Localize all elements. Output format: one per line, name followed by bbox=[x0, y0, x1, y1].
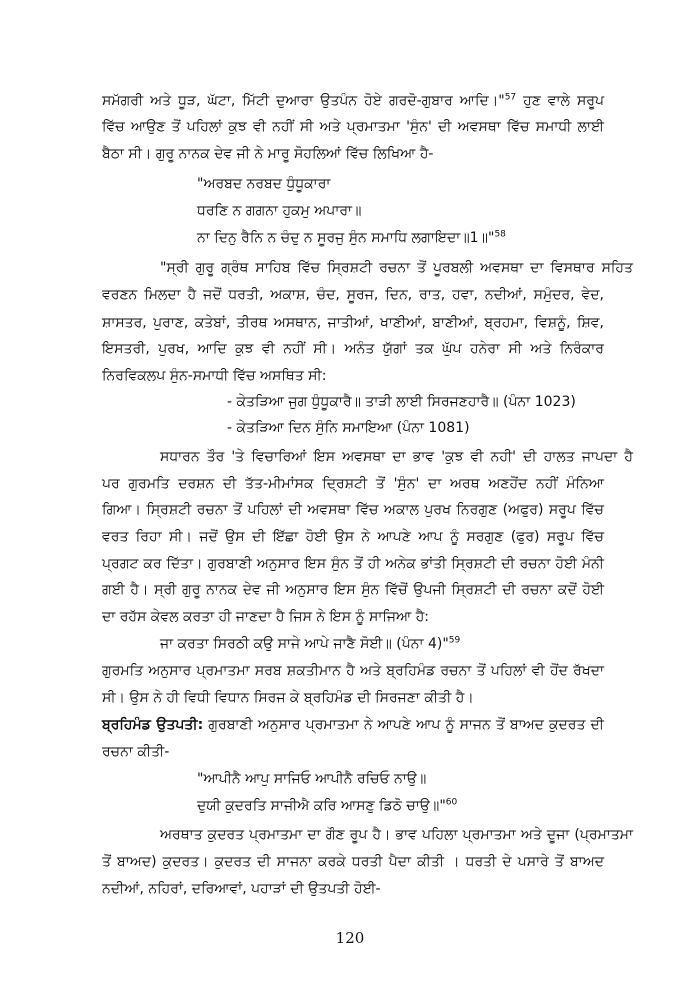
quote-line: ਦੁਯੀ ਕੁਦਰਤਿ ਸਾਜੀਐ ਕਰਿ ਆਸਣੁ ਡਿਠੋ ਚਾਉ॥"$^{60}$ bbox=[197, 797, 458, 814]
text-line: ਬੈਠਾ ਸੀ। ਗੁਰੂ ਨਾਨਕ ਦੇਵ ਜੀ ਨੇ ਮਾਰੂ ਸੋਹਲਿਆਂ ਵਿੱਚ ਲਿਖਿਆ ਹੈ- bbox=[102, 146, 434, 162]
text-line: ਵਿੱਚ ਆਉਣ ਤੋਂ ਪਹਿਲਾਂ ਕੁਝ ਵੀ ਨਹੀਂ ਸੀ ਅਤੇ ਪ੍ਰਮਾਤਮਾ 'ਸੁੰਨ' ਦੀ ਅਵਸਥਾ ਵਿੱਚ ਸਮਾਧੀ ਲਾਈ bbox=[102, 119, 604, 135]
text-line: ਸੀ। ਉਸ ਨੇ ਹੀ ਵਿਧੀ ਵਿਧਾਨ ਸਿਰਜ ਕੇ ਬ੍ਰਹਿਮੰਡ ਦੀ ਸਿਰਜਣਾ ਕੀਤੀ ਹੈ। bbox=[102, 690, 474, 706]
text-line: ਸਮੱਗਰੀ ਅਤੇ ਧੂੜ, ਘੱਟਾ, ਮਿੱਟੀ ਦੁਆਰਾ ਉਤਪੰਨ ਹੋਏ ਗਰਦੋ-ਗੁਬਾਰ ਆਦਿ।"$^{57}$ ਹੁਣ ਵਾਲੇ ਸਰੂਪ bbox=[102, 92, 605, 109]
text-line: ਅਰਥਾਤ ਕੁਦਰਤ ਪ੍ਰਮਾਤਮਾ ਦਾ ਗੌਣ ਰੂਪ ਹੈ। ਭਾਵ ਪਹਿਲਾ ਪ੍ਰਮਾਤਮਾ ਅਤੇ ਦੂਜਾ (ਪ੍ਰਮਾਤਮਾ bbox=[160, 827, 633, 843]
text-line: ਇਸਤਰੀ, ਪੁਰਖ, ਆਦਿ ਕੁਝ ਵੀ ਨਹੀਂ ਸੀ। ਅਨੰਤ ਯੁੱਗਾਂ ਤਕ ਘੁੱਪ ਹਨੇਰਾ ਸੀ ਅਤੇ ਨਿਰੰਕਾਰ bbox=[102, 341, 604, 357]
text-line: ਨਿਰਵਿਕਲਪ ਸੁੰਨ-ਸਮਾਧੀ ਵਿੱਚ ਅਸਥਿਤ ਸੀ: bbox=[102, 368, 327, 384]
text-line: "ਸ੍ਰੀ ਗੁਰੂ ਗ੍ਰੰਥ ਸਾਹਿਬ ਵਿੱਚ ਸ੍ਰਿਸ਼ਟੀ ਰਚਨਾ ਤੋਂ ਪੂਰਬਲੀ ਅਵਸਥਾ ਦਾ ਵਿਸਥਾਰ ਸਹਿਤ bbox=[160, 260, 633, 276]
text-line: ਪਰ ਗੁਰਮਤਿ ਦਰਸ਼ਨ ਦੀ ਤੱਤ-ਮੀਮਾਂਸਕ ਦ੍ਰਿਸ਼ਟੀ ਤੋਂ 'ਸੁੰਨ' ਦਾ ਅਰਥ ਅਣਹੋਂਦ ਨਹੀਂ ਮੰਨਿਆ bbox=[102, 476, 604, 492]
text-line: ਦਾ ਰਹੱਸ ਕੇਵਲ ਕਰਤਾ ਹੀ ਜਾਣਦਾ ਹੈ ਜਿਸ ਨੇ ਇਸ ਨੂੰ ਸਾਜਿਆ ਹੈ: bbox=[102, 609, 430, 625]
text-line: ਤੋਂ ਬਾਅਦ) ਕੁਦਰਤ। ਕੁਦਰਤ ਦੀ ਸਾਜਨਾ ਕਰਕੇ ਧਰਤੀ ਪੈਦਾ ਕੀਤੀ । ਧਰਤੀ ਦੇ ਪਸਾਰੇ ਤੋਂ ਬਾਅਦ bbox=[102, 854, 604, 870]
section-heading: ਬ੍ਰਹਿਮੰਡ ਉਤਪਤੀ: bbox=[102, 717, 204, 733]
text-line: ਗਈ ਹੈ। ਸ੍ਰੀ ਗੁਰੂ ਨਾਨਕ ਦੇਵ ਜੀ ਅਨੁਸਾਰ ਇਸ ਸੁੰਨ ਵਿੱਚੋਂ ਉਪਜੀ ਸ੍ਰਿਸ਼ਟੀ ਦੀ ਰਚਨਾ ਕਦੋਂ ਹੋਈ bbox=[102, 582, 604, 598]
quote-line: - ਕੇਤੜਿਆ ਦਿਨ ਸੁੰਨਿ ਸਮਾਇਆ (ਪੰਨਾ 1081) bbox=[227, 420, 470, 436]
quote-line: ਜਾ ਕਰਤਾ ਸਿਰਠੀ ਕਉ ਸਾਜੇ ਆਪੇ ਜਾਣੈ ਸੋਈ॥ (ਪੰਨਾ 4)"$^{59}$ bbox=[160, 635, 461, 652]
quote-line: "ਆਪੀਨੈ ਆਪੁ ਸਾਜਿਓ ਆਪੀਨੈ ਰਚਿਓ ਨਾਉ॥ bbox=[197, 771, 427, 787]
quote-line: - ਕੇਤੜਿਆ ਜੁਗ ਧੁੰਧੂਕਾਰੈ॥ ਤਾੜੀ ਲਾਈ ਸਿਰਜਣਹਾਰੈ॥ (ਪੰਨਾ 1023) bbox=[227, 394, 576, 410]
footnote-ref: 57 bbox=[504, 92, 517, 103]
page-number: 120 bbox=[335, 929, 365, 947]
quote-line: ਧਰਣਿ ਨ ਗਗਨਾ ਹੁਕਮੁ ਅਪਾਰਾ॥ bbox=[197, 203, 362, 219]
footnote-ref: 58 bbox=[494, 229, 506, 240]
text-line: ਸਧਾਰਨ ਤੌਰ 'ਤੇ ਵਿਚਾਰਿਆਂ ਇਸ ਅਵਸਥਾ ਦਾ ਭਾਵ 'ਕੁਝ ਵੀ ਨਹੀ' ਦੀ ਹਾਲਤ ਜਾਪਦਾ ਹੈ bbox=[160, 449, 633, 465]
footnote-ref: 59 bbox=[448, 635, 461, 646]
text-line: ਗਿਆ। ਸ੍ਰਿਸ਼ਟੀ ਰਚਨਾ ਤੋਂ ਪਹਿਲਾਂ ਦੀ ਅਵਸਥਾ ਵਿੱਚ ਅਕਾਲ ਪੁਰਖ ਨਿਰਗੁਣ (ਅਫੁਰ) ਸਰੂਪ ਵਿੱਚ bbox=[102, 502, 604, 518]
text-line: ਰਚਨਾ ਕੀਤੀ- bbox=[102, 744, 170, 760]
text-line: ਗੁਰਮਤਿ ਅਨੁਸਾਰ ਪ੍ਰਮਾਤਮਾ ਸਰਬ ਸ਼ਕਤੀਮਾਨ ਹੈ ਅਤੇ ਬ੍ਰਹਿਮੰਡ ਰਚਨਾ ਤੋਂ ਪਹਿਲਾਂ ਵੀ ਹੋਂਦ ਰੱਖਦਾ bbox=[102, 663, 604, 679]
text-line: ਨਦੀਆਂ, ਨਹਿਰਾਂ, ਦਰਿਆਵਾਂ, ਪਹਾੜਾਂ ਦੀ ਉਤਪਤੀ ਹੋਈ- bbox=[102, 881, 381, 897]
text-line: ਵਰਤ ਰਿਹਾ ਸੀ। ਜਦੋਂ ਉਸ ਦੀ ਇੱਛਾ ਹੋਈ ਉਸ ਨੇ ਆਪਣੇ ਆਪ ਨੂੰ ਸਰਗੁਣ (ਫੁਰ) ਸਰੂਪ ਵਿੱਚ bbox=[102, 529, 604, 545]
section-heading-line: ਬ੍ਰਹਿਮੰਡ ਉਤਪਤੀ: ਗੁਰਬਾਣੀ ਅਨੁਸਾਰ ਪ੍ਰਮਾਤਮਾ ਨੇ ਆਪਣੇ ਆਪ ਨੂੰ ਸਾਜਨ ਤੋਂ ਬਾਅਦ ਕੁਦਰਤ ਦੀ bbox=[102, 717, 604, 733]
footnote-ref: 60 bbox=[445, 797, 458, 808]
quote-line: ਨਾ ਦਿਨੁ ਰੈਨਿ ਨ ਚੰਦੁ ਨ ਸੂਰਜੁ ਸੁੰਨ ਸਮਾਧਿ ਲਗਾਇਦਾ॥1॥"$^{58}$ bbox=[197, 229, 506, 246]
text-line: ਵਰਣਨ ਮਿਲਦਾ ਹੈ ਜਦੋਂ ਧਰਤੀ, ਅਕਾਸ਼, ਚੰਦ, ਸੂਰਜ, ਦਿਨ, ਰਾਤ, ਹਵਾ, ਨਦੀਆਂ, ਸਮੁੰਦਰ, ਵੇਦ, bbox=[102, 287, 604, 303]
text-line: ਸ਼ਾਸਤਰ, ਪੁਰਾਣ, ਕਤੇਬਾਂ, ਤੀਰਥ ਅਸਥਾਨ, ਜਾਤੀਆਂ, ਖਾਣੀਆਂ, ਬਾਣੀਆਂ, ਬ੍ਰਹਮਾ, ਵਿਸ਼ਨੂੰ, ਸ਼ਿਵ, bbox=[102, 315, 604, 331]
quote-line: "ਅਰਬਦ ਨਰਬਦ ਧੁੰਧੂਕਾਰਾ bbox=[197, 176, 331, 192]
text-line: ਪ੍ਰਗਟ ਕਰ ਦਿੱਤਾ। ਗੁਰਬਾਣੀ ਅਨੁਸਾਰ ਇਸ ਸੁੰਨ ਤੋਂ ਹੀ ਅਨੇਕ ਭਾਂਤੀ ਸ੍ਰਿਸ਼ਟੀ ਦੀ ਰਚਨਾ ਹੋਈ ਮੰਨੀ bbox=[102, 556, 604, 572]
